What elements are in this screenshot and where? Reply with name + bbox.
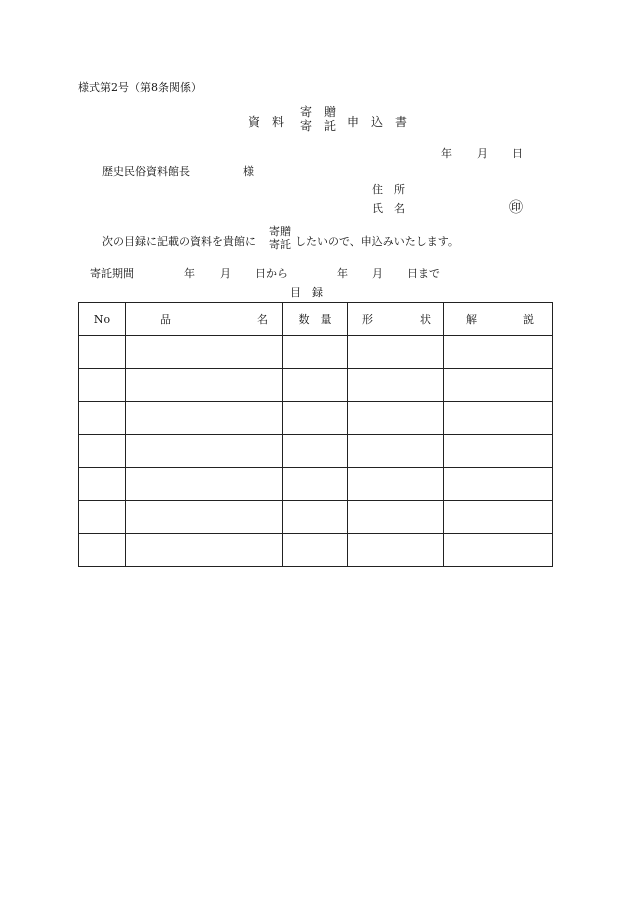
title-option-kitaku: 寄 託	[300, 118, 337, 133]
header-description-b: 説	[523, 313, 534, 326]
table-row	[79, 336, 553, 369]
cell-description[interactable]	[444, 468, 553, 501]
header-item-name	[126, 303, 283, 336]
addressee-name: 歴史民俗資料館長	[102, 165, 190, 178]
cell-no[interactable]	[79, 468, 126, 501]
cell-no[interactable]	[79, 534, 126, 567]
table-row	[79, 501, 553, 534]
cell-description[interactable]	[444, 402, 553, 435]
addressee-honorific: 様	[243, 165, 254, 178]
title-part-shiryo: 資 料	[248, 115, 285, 129]
header-item-name-a: 品	[160, 313, 171, 326]
cell-description[interactable]	[444, 501, 553, 534]
request-option-kitaku: 寄託	[269, 237, 291, 251]
header-quantity	[283, 303, 348, 336]
cell-shape[interactable]	[348, 369, 444, 402]
table-row	[79, 369, 553, 402]
period-to-day: 日まで	[407, 267, 440, 280]
cell-description[interactable]	[444, 369, 553, 402]
cell-shape[interactable]	[348, 501, 444, 534]
cell-no[interactable]	[79, 501, 126, 534]
title-part-moshikomisho: 申 込 書	[347, 115, 408, 129]
request-option-stack	[269, 226, 291, 251]
cell-description[interactable]	[444, 534, 553, 567]
cell-no[interactable]	[79, 336, 126, 369]
header-no-label: No	[93, 312, 111, 326]
cell-shape[interactable]	[348, 336, 444, 369]
cell-shape[interactable]	[348, 402, 444, 435]
cell-shape[interactable]	[348, 534, 444, 567]
request-option-kizo: 寄贈	[269, 225, 291, 238]
applicant-name-label: 氏 名	[372, 202, 405, 215]
header-shape-a: 形	[362, 313, 373, 326]
period-to-month: 月	[372, 267, 383, 280]
cell-item-name[interactable]	[126, 468, 283, 501]
catalog-table	[78, 302, 553, 567]
period-from-day: 日から	[255, 267, 288, 280]
cell-quantity[interactable]	[283, 534, 348, 567]
cell-item-name[interactable]	[126, 435, 283, 468]
header-description	[444, 303, 553, 336]
table-row	[79, 534, 553, 567]
deposit-period-label: 寄託期間	[90, 267, 134, 280]
seal-mark-icon: ㊞	[509, 200, 523, 216]
cell-quantity[interactable]	[283, 369, 348, 402]
title-option-stack	[300, 106, 336, 134]
header-no	[79, 303, 126, 336]
table-header-row	[79, 303, 553, 336]
cell-no[interactable]	[79, 435, 126, 468]
cell-quantity[interactable]	[283, 402, 348, 435]
title-option-kizo: 寄 贈	[300, 105, 337, 119]
catalog-title: 目 録	[290, 286, 323, 299]
cell-item-name[interactable]	[126, 369, 283, 402]
date-day: 日	[512, 147, 523, 160]
cell-quantity[interactable]	[283, 336, 348, 369]
request-text-after: したいので、申込みいたします。	[295, 235, 459, 248]
cell-item-name[interactable]	[126, 534, 283, 567]
cell-shape[interactable]	[348, 468, 444, 501]
header-description-a: 解	[466, 313, 477, 326]
cell-description[interactable]	[444, 336, 553, 369]
date-month: 月	[477, 147, 488, 160]
catalog-table-body	[79, 336, 553, 567]
header-item-name-b: 名	[257, 313, 268, 326]
header-shape	[348, 303, 444, 336]
table-row	[79, 402, 553, 435]
table-row	[79, 435, 553, 468]
period-to-year: 年	[337, 267, 348, 280]
header-shape-b: 状	[420, 313, 431, 326]
date-year: 年	[441, 147, 452, 160]
header-quantity-label: 数 量	[298, 313, 332, 326]
period-from-year: 年	[184, 267, 195, 280]
cell-quantity[interactable]	[283, 468, 348, 501]
request-text-before: 次の目録に記載の資料を貴館に	[102, 235, 256, 248]
applicant-address-label: 住 所	[372, 183, 405, 196]
form-number-label: 様式第2号（第8条関係）	[78, 81, 202, 94]
cell-shape[interactable]	[348, 435, 444, 468]
table-row	[79, 468, 553, 501]
cell-item-name[interactable]	[126, 336, 283, 369]
cell-quantity[interactable]	[283, 501, 348, 534]
cell-quantity[interactable]	[283, 435, 348, 468]
cell-no[interactable]	[79, 369, 126, 402]
cell-item-name[interactable]	[126, 501, 283, 534]
cell-item-name[interactable]	[126, 402, 283, 435]
cell-no[interactable]	[79, 402, 126, 435]
cell-description[interactable]	[444, 435, 553, 468]
period-from-month: 月	[220, 267, 231, 280]
